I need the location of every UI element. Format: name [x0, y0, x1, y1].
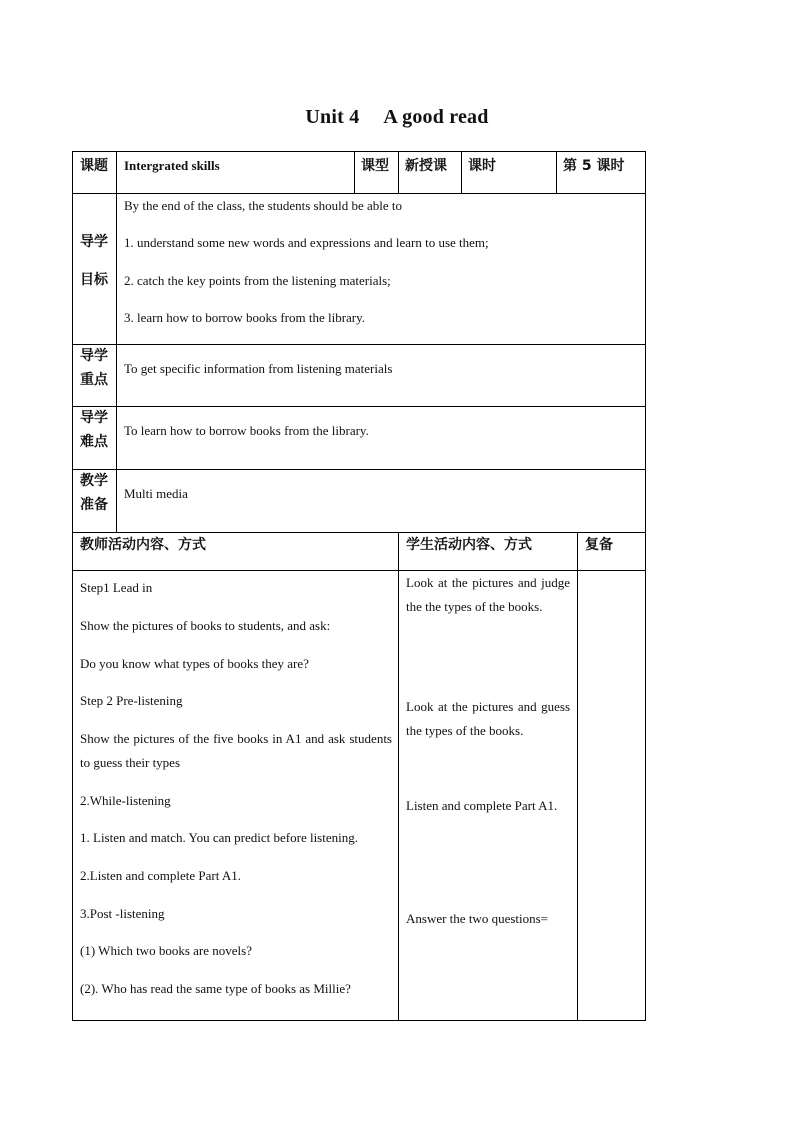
column-divider [398, 532, 399, 1021]
label-type: 课型 [361, 158, 389, 174]
column-divider [398, 151, 399, 193]
teacher-line: 1. Listen and match. You can predict before listening. [80, 830, 358, 845]
teacher-line: 2.Listen and complete Part A1. [80, 868, 242, 883]
row-divider [72, 406, 646, 407]
teacher-line: 3.Post -listening [80, 906, 165, 921]
teacher-line: (2). Who has read the same type of books as Millie? [80, 981, 351, 996]
teacher-line: Show the pictures of books to students, and ask: [80, 618, 331, 633]
preparation-label-2: 准备 [80, 497, 108, 513]
teacher-line: (1) Which two books are novels? [80, 943, 252, 958]
difficulties-label-2: 难点 [80, 434, 108, 450]
teacher-line: Step1 Lead in [80, 580, 153, 595]
key-points-text: To get specific information from listening materials [124, 361, 393, 376]
objectives-intro: By the end of the class, the students should be able to [124, 198, 403, 213]
difficulties-label-1: 导学 [80, 410, 108, 426]
row-divider [72, 469, 646, 470]
teacher-line: Do you know what types of books they are? [80, 656, 309, 671]
preparation-label-1: 教学 [80, 473, 108, 489]
type-value: 新授课 [405, 158, 447, 174]
student-line: Listen and complete Part A1. [406, 798, 558, 813]
page-title [0, 106, 794, 129]
review-header: 复备 [585, 537, 613, 553]
label-period: 课时 [468, 158, 496, 174]
topic-value: Intergrated skills [124, 158, 220, 173]
column-divider [354, 151, 355, 193]
key-points-label-2: 重点 [80, 372, 108, 388]
teacher-activity-header: 教师活动内容、方式 [80, 537, 206, 553]
student-line: Answer the two questions= [406, 911, 549, 926]
student-line: Look at the pictures and judge the the types of the books. [406, 575, 570, 614]
column-divider [556, 151, 557, 193]
preparation-text: Multi media [124, 486, 188, 501]
period-value: 第 5 课时 [563, 158, 625, 174]
column-divider [461, 151, 462, 193]
objectives-label-2: 目标 [80, 272, 108, 288]
objective-item: 1. understand some new words and expressions and learn to use them; [124, 235, 489, 250]
teacher-line: Step 2 Pre-listening [80, 693, 183, 708]
label-topic: 课题 [80, 158, 108, 174]
teacher-line: Show the pictures of the five books in A1 and ask students to guess their types [80, 731, 392, 770]
objectives-label-1: 导学 [80, 234, 108, 250]
key-points-label-1: 导学 [80, 348, 108, 364]
column-divider [116, 151, 117, 532]
column-divider [577, 532, 578, 1021]
row-divider [72, 344, 646, 345]
difficulties-text: To learn how to borrow books from the library. [124, 423, 369, 438]
unit-label: Unit 4 [305, 106, 360, 128]
unit-name: A good read [383, 106, 489, 128]
row-divider [72, 532, 646, 533]
objective-item: 3. learn how to borrow books from the library. [124, 310, 366, 325]
row-divider [72, 193, 646, 194]
student-activity-header: 学生活动内容、方式 [406, 537, 532, 553]
student-line: Look at the pictures and guess the types of the books. [406, 699, 570, 738]
teacher-line: 2.While-listening [80, 793, 171, 808]
objective-item: 2. catch the key points from the listening materials; [124, 273, 391, 288]
